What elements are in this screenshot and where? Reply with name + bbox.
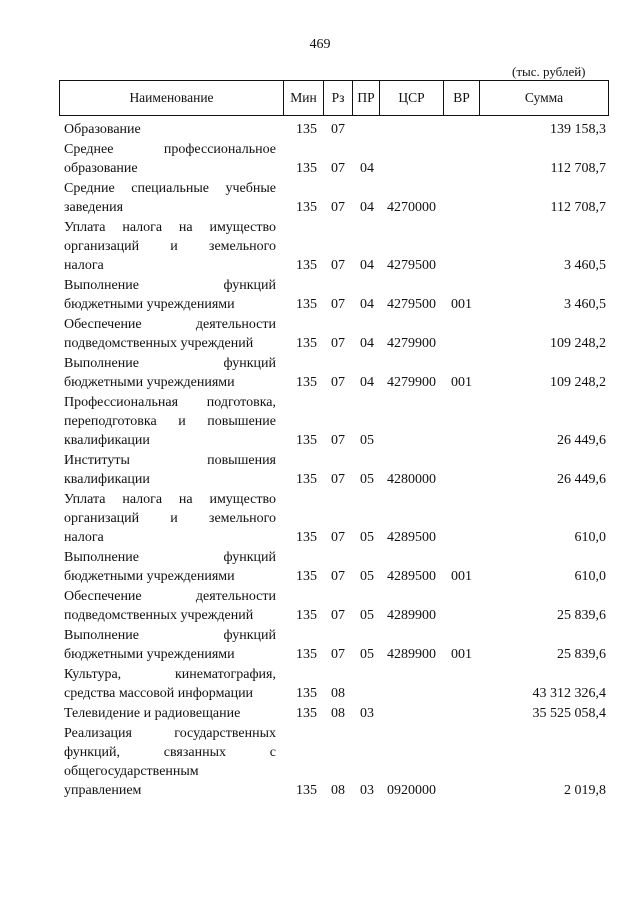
col-header-name: Наименование xyxy=(60,81,284,115)
table-row xyxy=(0,315,640,354)
row-name-line: Уплата налога на имущество xyxy=(64,492,276,507)
cell-pr: 05 xyxy=(360,472,374,487)
cell-rz: 07 xyxy=(331,258,345,273)
cell-min: 135 xyxy=(296,647,317,662)
row-name-line: образование xyxy=(64,161,138,176)
row-name-line: бюджетными учреждениями xyxy=(64,647,235,662)
cell-rz: 08 xyxy=(331,686,345,701)
col-header-min: Мин xyxy=(284,81,324,115)
row-name-line: Среднее профессиональное xyxy=(64,142,276,157)
cell-csr: 4279500 xyxy=(387,258,436,273)
row-name xyxy=(64,490,276,547)
row-name-line: Выполнение функций xyxy=(64,278,276,293)
cell-rz: 07 xyxy=(331,530,345,545)
row-name-line: подведомственных учреждений xyxy=(64,608,254,623)
cell-sum: 139 158,3 xyxy=(550,122,606,137)
cell-sum: 3 460,5 xyxy=(564,297,606,312)
cell-vr: 001 xyxy=(451,569,472,584)
row-name-line: средства массовой информации xyxy=(64,686,254,701)
cell-csr: 4270000 xyxy=(387,200,436,215)
cell-rz: 07 xyxy=(331,122,345,137)
cell-vr: 001 xyxy=(451,375,472,390)
cell-csr: 4289500 xyxy=(387,569,436,584)
cell-sum: 26 449,6 xyxy=(557,472,606,487)
cell-pr: 04 xyxy=(360,258,374,273)
table-row xyxy=(0,276,640,315)
row-name-line: бюджетными учреждениями xyxy=(64,297,235,312)
row-name-line: Обеспечение деятельности xyxy=(64,317,276,332)
cell-min: 135 xyxy=(296,161,317,176)
cell-csr: 4280000 xyxy=(387,472,436,487)
row-name xyxy=(64,451,276,489)
cell-sum: 112 708,7 xyxy=(550,161,606,176)
table-row xyxy=(0,626,640,665)
cell-rz: 07 xyxy=(331,297,345,312)
cell-csr: 0920000 xyxy=(387,783,436,798)
cell-min: 135 xyxy=(296,258,317,273)
row-name-line: Культура, кинематография, xyxy=(64,667,276,682)
cell-csr: 4279900 xyxy=(387,336,436,351)
cell-sum: 25 839,6 xyxy=(557,608,606,623)
row-name-line: Выполнение функций xyxy=(64,550,276,565)
cell-min: 135 xyxy=(296,336,317,351)
row-name-line: Профессиональная подготовка, xyxy=(64,395,276,410)
row-name xyxy=(64,140,276,178)
cell-pr: 04 xyxy=(360,375,374,390)
col-header-sum: Сумма xyxy=(524,90,564,105)
row-name-line: квалификации xyxy=(64,433,150,448)
cell-min: 135 xyxy=(296,783,317,798)
cell-pr: 03 xyxy=(360,706,374,721)
row-name-line: Выполнение функций xyxy=(64,628,276,643)
row-name xyxy=(64,587,276,625)
cell-sum: 25 839,6 xyxy=(557,647,606,662)
table-row xyxy=(0,587,640,626)
table-row xyxy=(0,140,640,179)
row-name-line: функций, связанных с xyxy=(64,745,276,760)
table-row xyxy=(0,704,640,724)
cell-rz: 07 xyxy=(331,200,345,215)
cell-pr: 05 xyxy=(360,608,374,623)
table-row xyxy=(0,490,640,548)
cell-min: 135 xyxy=(296,569,317,584)
row-name-line: организаций и земельного xyxy=(64,511,276,526)
cell-sum: 109 248,2 xyxy=(550,336,606,351)
row-name xyxy=(64,548,276,586)
cell-min: 135 xyxy=(296,706,317,721)
cell-pr: 03 xyxy=(360,783,374,798)
table-row xyxy=(0,665,640,704)
table-row xyxy=(0,179,640,218)
col-header-csr: ЦСР xyxy=(380,81,444,115)
cell-rz: 07 xyxy=(331,375,345,390)
row-name-line: налога xyxy=(64,258,104,273)
row-name xyxy=(64,120,276,139)
row-name-line: Выполнение функций xyxy=(64,356,276,371)
row-name-line: организаций и земельного xyxy=(64,239,276,254)
table-row xyxy=(0,451,640,490)
cell-sum: 610,0 xyxy=(574,530,606,545)
page-number: 469 xyxy=(309,37,331,52)
col-header-vr: ВР xyxy=(444,81,480,115)
row-name-line: Обеспечение деятельности xyxy=(64,589,276,604)
cell-sum: 109 248,2 xyxy=(550,375,606,390)
row-name-line: подведомственных учреждений xyxy=(64,336,254,351)
cell-pr: 05 xyxy=(360,569,374,584)
cell-pr: 04 xyxy=(360,297,374,312)
row-name xyxy=(64,315,276,353)
row-name-line: Институты повышения xyxy=(64,453,276,468)
cell-vr: 001 xyxy=(451,647,472,662)
row-name-line: общегосударственным xyxy=(64,764,199,779)
cell-rz: 07 xyxy=(331,569,345,584)
table-row xyxy=(0,120,640,140)
cell-sum: 112 708,7 xyxy=(550,200,606,215)
row-name-line: бюджетными учреждениями xyxy=(64,569,235,584)
cell-csr: 4279500 xyxy=(387,297,436,312)
row-name xyxy=(64,724,276,800)
cell-pr: 04 xyxy=(360,336,374,351)
col-header-pr: ПР xyxy=(353,81,380,115)
cell-sum: 2 019,8 xyxy=(564,783,606,798)
table-header xyxy=(59,80,609,116)
cell-sum: 43 312 326,4 xyxy=(532,686,606,701)
cell-min: 135 xyxy=(296,122,317,137)
cell-csr: 4289900 xyxy=(387,608,436,623)
cell-min: 135 xyxy=(296,686,317,701)
row-name-line: бюджетными учреждениями xyxy=(64,375,235,390)
cell-min: 135 xyxy=(296,472,317,487)
cell-rz: 08 xyxy=(331,706,345,721)
row-name xyxy=(64,704,276,723)
row-name xyxy=(64,179,276,217)
row-name xyxy=(64,393,276,450)
cell-rz: 07 xyxy=(331,161,345,176)
row-name-line: переподготовка и повышение xyxy=(64,414,276,429)
row-name xyxy=(64,626,276,664)
units-label: (тыс. рублей) xyxy=(512,64,586,79)
cell-sum: 610,0 xyxy=(574,569,606,584)
cell-pr: 05 xyxy=(360,530,374,545)
cell-sum: 35 525 058,4 xyxy=(532,706,606,721)
cell-rz: 07 xyxy=(331,608,345,623)
row-name-line: Образование xyxy=(64,122,141,137)
table-row xyxy=(0,354,640,393)
cell-pr: 04 xyxy=(360,161,374,176)
row-name-line: Средние специальные учебные xyxy=(64,181,276,196)
table-row xyxy=(0,393,640,451)
col-header-rz: Рз xyxy=(324,81,353,115)
row-name-line: управлением xyxy=(64,783,142,798)
cell-csr: 4289900 xyxy=(387,647,436,662)
table-row xyxy=(0,218,640,276)
cell-min: 135 xyxy=(296,200,317,215)
cell-sum: 26 449,6 xyxy=(557,433,606,448)
cell-rz: 08 xyxy=(331,783,345,798)
cell-sum: 3 460,5 xyxy=(564,258,606,273)
row-name xyxy=(64,354,276,392)
row-name-line: квалификации xyxy=(64,472,150,487)
cell-pr: 05 xyxy=(360,647,374,662)
cell-csr: 4279900 xyxy=(387,375,436,390)
cell-rz: 07 xyxy=(331,647,345,662)
cell-min: 135 xyxy=(296,608,317,623)
row-name-line: Уплата налога на имущество xyxy=(64,220,276,235)
cell-min: 135 xyxy=(296,375,317,390)
row-name-line: заведения xyxy=(64,200,124,215)
cell-rz: 07 xyxy=(331,472,345,487)
row-name-line: налога xyxy=(64,530,104,545)
cell-min: 135 xyxy=(296,433,317,448)
row-name xyxy=(64,665,276,703)
cell-min: 135 xyxy=(296,297,317,312)
cell-rz: 07 xyxy=(331,336,345,351)
table-row xyxy=(0,548,640,587)
table-row xyxy=(0,724,640,801)
cell-rz: 07 xyxy=(331,433,345,448)
cell-csr: 4289500 xyxy=(387,530,436,545)
cell-min: 135 xyxy=(296,530,317,545)
row-name-line: Реализация государственных xyxy=(64,726,276,741)
cell-pr: 04 xyxy=(360,200,374,215)
cell-pr: 05 xyxy=(360,433,374,448)
row-name xyxy=(64,218,276,275)
cell-vr: 001 xyxy=(451,297,472,312)
row-name xyxy=(64,276,276,314)
row-name-line: Телевидение и радиовещание xyxy=(64,706,241,721)
